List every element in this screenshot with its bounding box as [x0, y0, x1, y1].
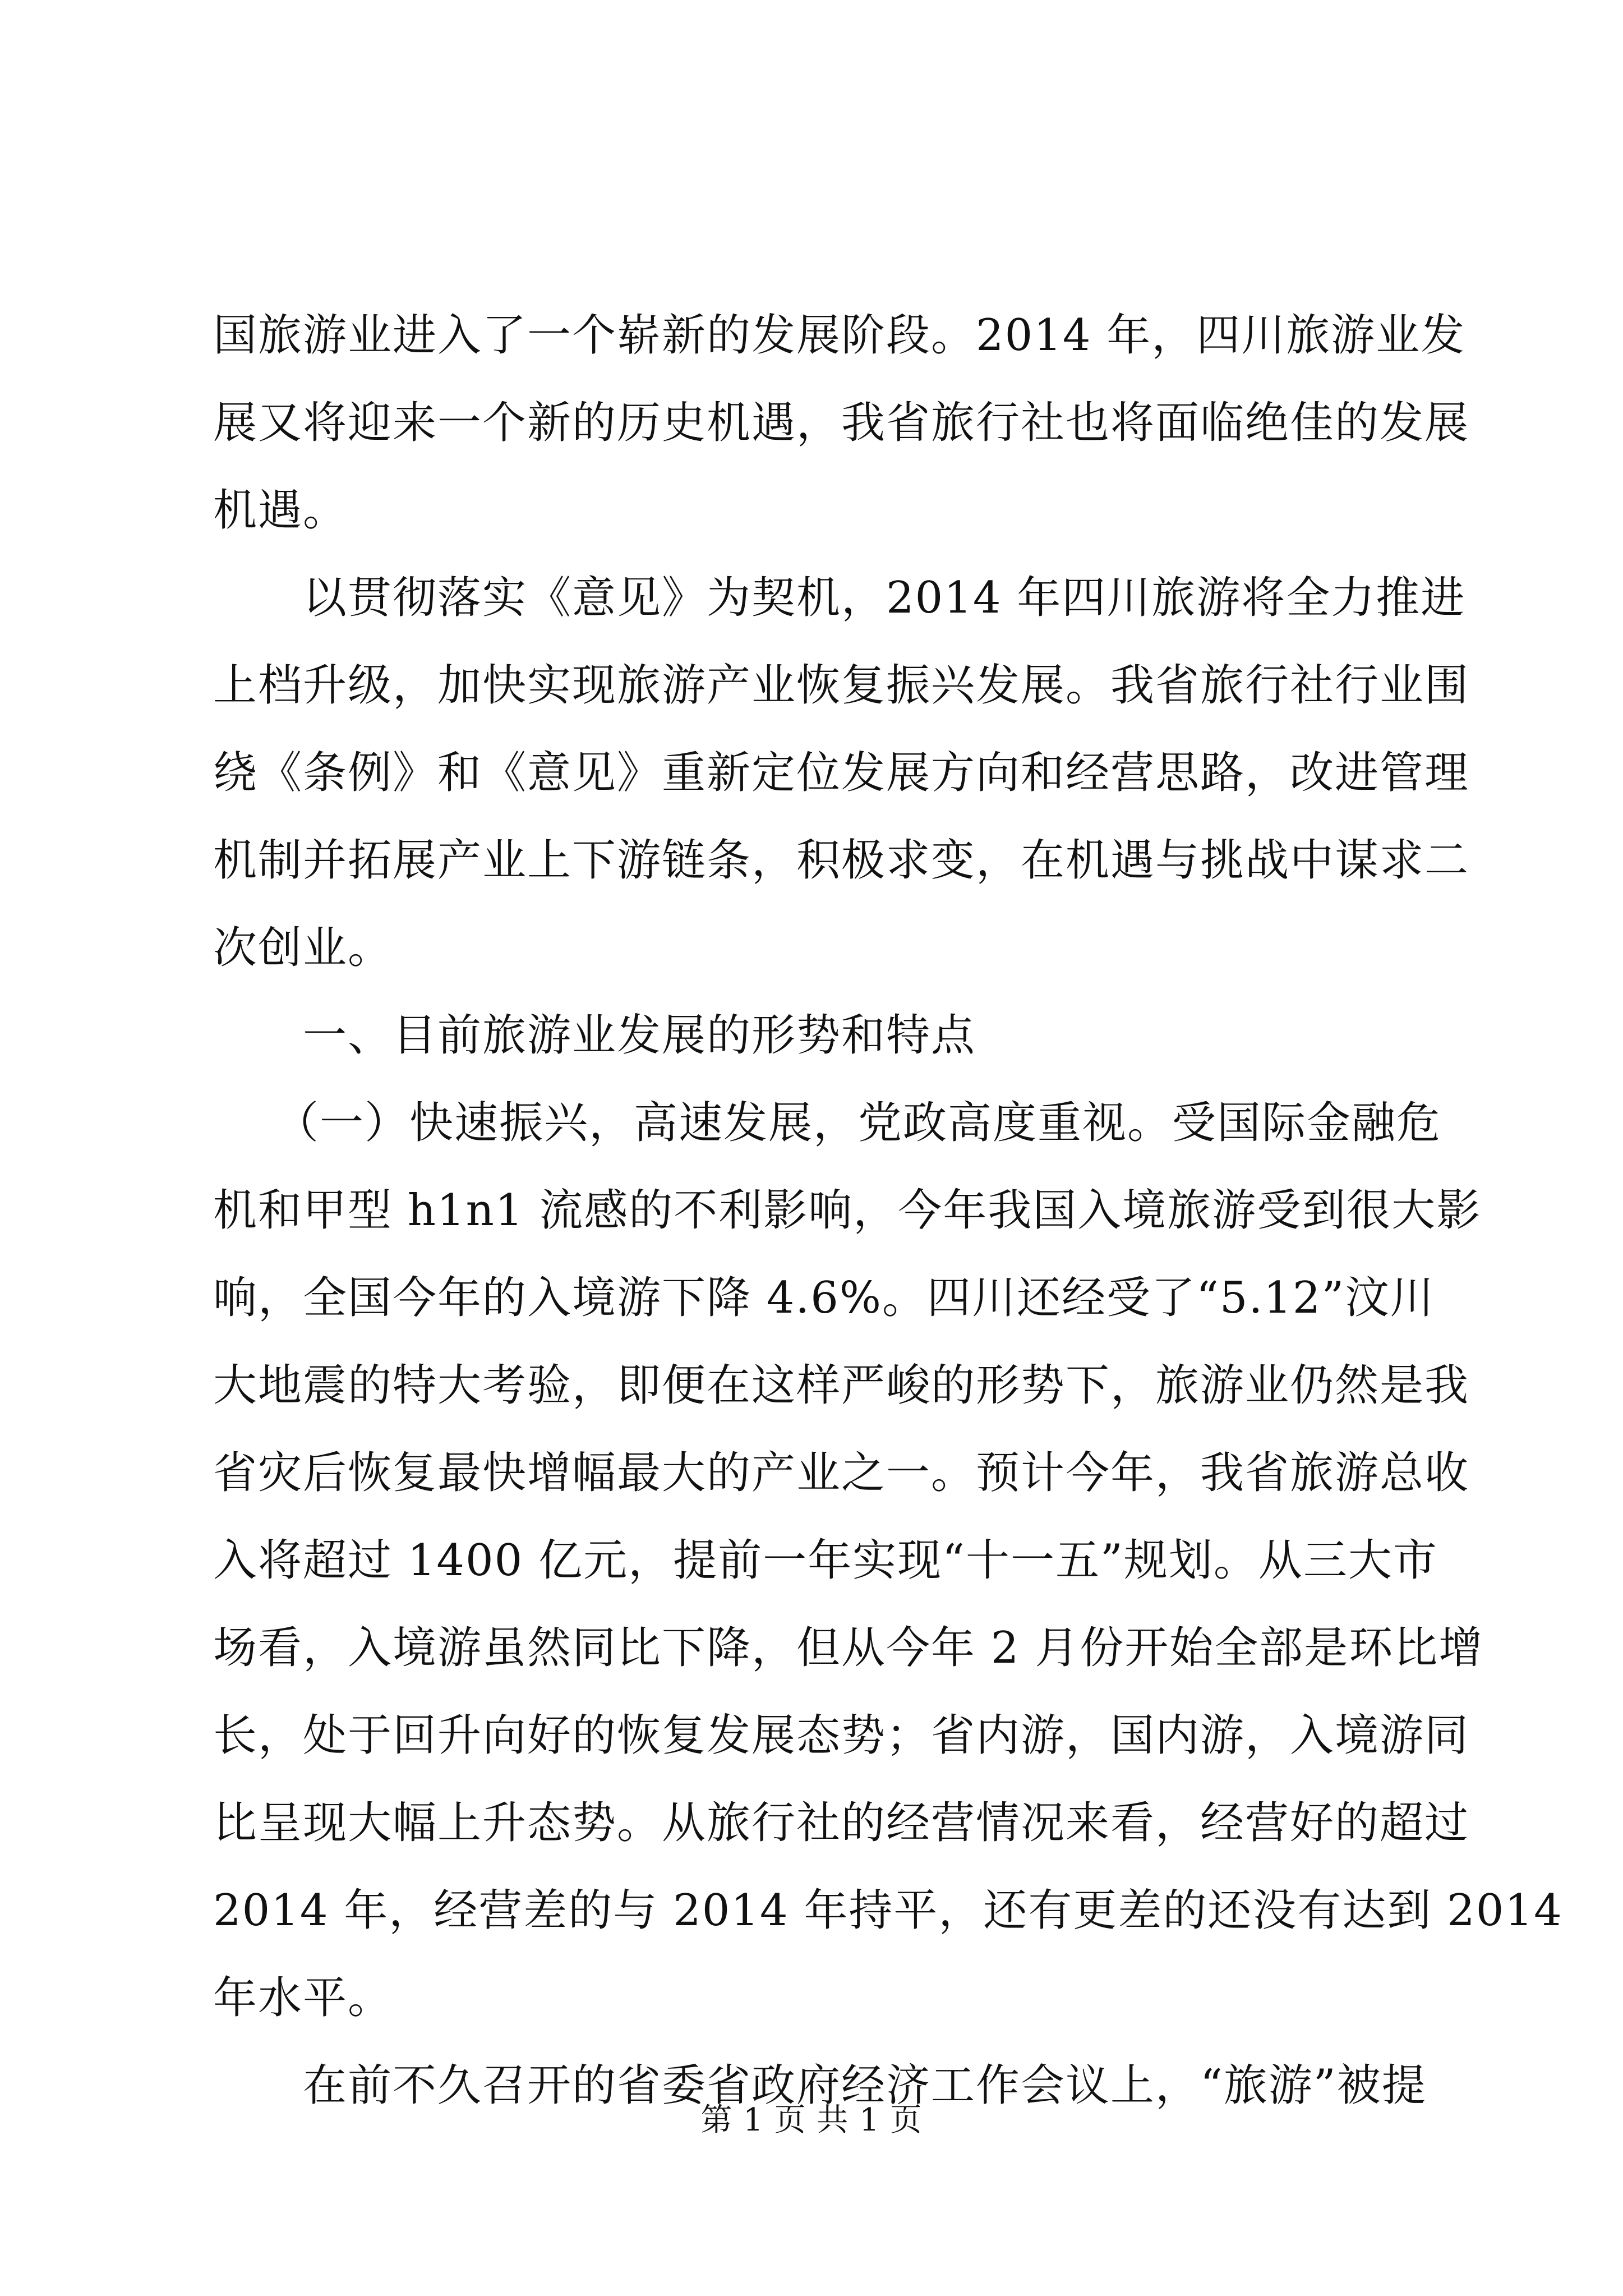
- text-line: 响，全国今年的入境游下降 4.6%。四川还经受了“5.12”汶川: [213, 1273, 1435, 1323]
- page-number-footer: 第 1 页 共 1 页: [700, 2102, 923, 2138]
- text-line: 上档升级，加快实现旅游产业恢复振兴发展。我省旅行社行业围: [213, 660, 1470, 711]
- text-line: 机和甲型 h1n1 流感的不利影响，今年我国入境旅游受到很大影: [213, 1185, 1482, 1236]
- text-line: 场看，入境游虽然同比下降，但从今年 2 月份开始全部是环比增: [213, 1623, 1484, 1673]
- text-line: 长，处于回升向好的恢复发展态势；省内游，国内游，入境游同: [213, 1710, 1470, 1761]
- text-line: 机制并拓展产业上下游链条，积极求变，在机遇与挑战中谋求二: [213, 835, 1470, 886]
- text-line: 2014 年，经营差的与 2014 年持平，还有更差的还没有达到 2014: [213, 1885, 1563, 1936]
- text-line: 展又将迎来一个新的历史机遇，我省旅行社也将面临绝佳的发展: [213, 398, 1470, 448]
- text-line: 大地震的特大考验，即便在这样严峻的形势下，旅游业仍然是我: [213, 1360, 1470, 1411]
- paragraph-start-line: 在前不久召开的省委省政府经济工作会议上，“旅游”被提: [303, 2060, 1427, 2111]
- text-line: 国旅游业进入了一个崭新的发展阶段。2014 年，四川旅游业发: [213, 310, 1466, 361]
- document-body: [213, 292, 1563, 2129]
- section-heading: 一、目前旅游业发展的形势和特点: [303, 1010, 976, 1061]
- subsection-start-line: （一）快速振兴，高速发展，党政高度重视。受国际金融危: [275, 1098, 1442, 1148]
- paragraph-start-line: 以贯彻落实《意见》为契机，2014 年四川旅游将全力推进: [303, 573, 1466, 623]
- text-line: 机遇。: [213, 485, 348, 536]
- text-line: 省灾后恢复最快增幅最大的产业之一。预计今年，我省旅游总收: [213, 1448, 1470, 1498]
- text-line: 入将超过 1400 亿元，提前一年实现“十一五”规划。从三大市: [213, 1535, 1438, 1586]
- text-line: 次创业。: [213, 923, 393, 973]
- text-line: 绕《条例》和《意见》重新定位发展方向和经营思路，改进管理: [213, 748, 1470, 798]
- text-line: 比呈现大幅上升态势。从旅行社的经营情况来看，经营好的超过: [213, 1798, 1470, 1848]
- text-line: 年水平。: [213, 1973, 393, 2023]
